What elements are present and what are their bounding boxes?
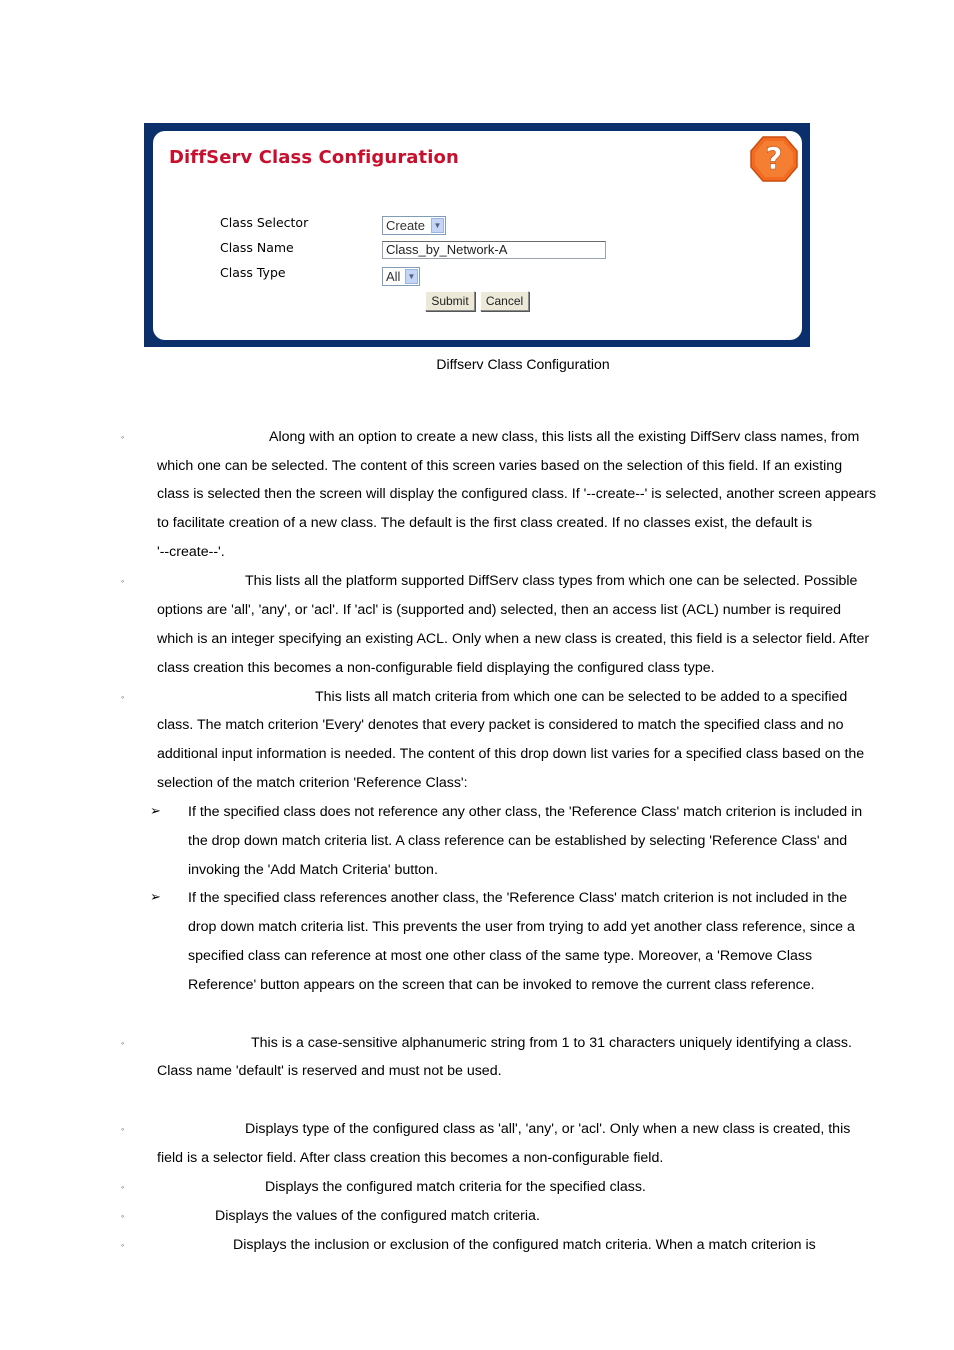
cancel-button[interactable]: Cancel [480,291,529,311]
paragraph-line: If the specified class references another class, the 'Reference Class' match criterion is not included in the [188,890,848,906]
bullet-marker: ◦ [121,576,125,586]
bullet-marker: ◦ [121,1124,125,1134]
submit-button[interactable]: Submit [425,291,475,311]
class-selector-dropdown[interactable] [382,216,446,235]
help-question-icon[interactable] [749,135,799,183]
paragraph-line: selection of the match criterion 'Reference Class': [157,775,468,791]
paragraph-line: Displays the inclusion or exclusion of the configured match criteria. When a match criterion is [233,1237,816,1253]
paragraph-line: Class name 'default' is reserved and must not be used. [157,1063,502,1079]
paragraph-line: Along with an option to create a new class, this lists all the existing DiffServ class names, from [269,429,860,445]
bullet-marker: ◦ [121,432,125,442]
class-name-label: Class Name [220,240,294,255]
screenshot-content [153,131,802,340]
figure-caption: Diffserv Class Configuration [436,356,610,372]
chevron-down-icon[interactable]: ▼ [431,218,444,233]
paragraph-line: Displays type of the configured class as 'all', 'any', or 'acl'. Only when a new class is created, this [245,1121,851,1137]
paragraph-line: Displays the values of the configured match criteria. [215,1208,540,1224]
paragraph-line: which one can be selected. The content of this screen varies based on the selection of this field. If an existing [157,458,843,474]
bullet-marker: ◦ [121,692,125,702]
bullet-marker: ◦ [121,1182,125,1192]
paragraph-line: If the specified class does not reference any other class, the 'Reference Class' match criterion is included in [188,804,863,820]
paragraph-line: This is a case-sensitive alphanumeric string from 1 to 31 characters uniquely identifying a class. [251,1035,852,1051]
paragraph-line: drop down match criteria list. This prevents the user from trying to add yet another class reference, since a [188,919,855,935]
class-selector-label: Class Selector [220,215,309,230]
paragraph-line: specified class can reference at most one other class of the same type. Moreover, a 'Remove Class [188,948,813,964]
paragraph-line: which is an integer specifying an existing ACL. Only when a new class is created, this field is a selector field. After [157,631,870,647]
svg-text:?: ? [765,142,783,177]
paragraph-line: options are 'all', 'any', or 'acl'. If 'acl' is (supported and) selected, then an access list (ACL) number is required [157,602,842,618]
page-title: DiffServ Class Configuration [169,147,459,168]
paragraph-line: additional input information is needed. The content of this drop down list varies for a specified class based on the [157,746,865,762]
paragraph-line: to facilitate creation of a new class. The default is the first class created. If no classes exist, the default is [157,515,813,531]
chevron-down-icon[interactable]: ▼ [405,269,418,284]
paragraph-line: This lists all the platform supported DiffServ class types from which one can be selected. Possible [245,573,858,589]
paragraph-line: invoking the 'Add Match Criteria' button. [188,862,438,878]
class-selector-value: Create [386,218,426,233]
arrow-bullet-icon: ➢ [150,889,161,904]
paragraph-line: This lists all match criteria from which one can be selected to be added to a specified [315,689,848,705]
class-type-label: Class Type [220,265,286,280]
class-type-dropdown[interactable] [382,267,420,286]
class-type-value: All [386,269,401,284]
bullet-marker: ◦ [121,1240,125,1250]
diffserv-screenshot [144,123,810,347]
paragraph-line: '--create--'. [157,544,225,560]
class-name-input[interactable]: Class_by_Network-A [382,241,606,259]
paragraph-line: class is selected then the screen will display the configured class. If '--create--' is selected, another screen appears [157,486,877,502]
arrow-bullet-icon: ➢ [150,803,161,818]
paragraph-line: the drop down match criteria list. A class reference can be established by selecting 'Reference Class' and [188,833,848,849]
bullet-marker: ◦ [121,1211,125,1221]
paragraph-line: class creation this becomes a non-configurable field displaying the configured class type. [157,660,715,676]
bullet-marker: ◦ [121,1038,125,1048]
paragraph-line: class. The match criterion 'Every' denotes that every packet is considered to match the specified class and no [157,717,844,733]
paragraph-line: field is a selector field. After class creation this becomes a non-configurable field. [157,1150,664,1166]
paragraph-line: Reference' button appears on the screen that can be invoked to remove the current class reference. [188,977,815,993]
paragraph-line: Displays the configured match criteria for the specified class. [265,1179,646,1195]
